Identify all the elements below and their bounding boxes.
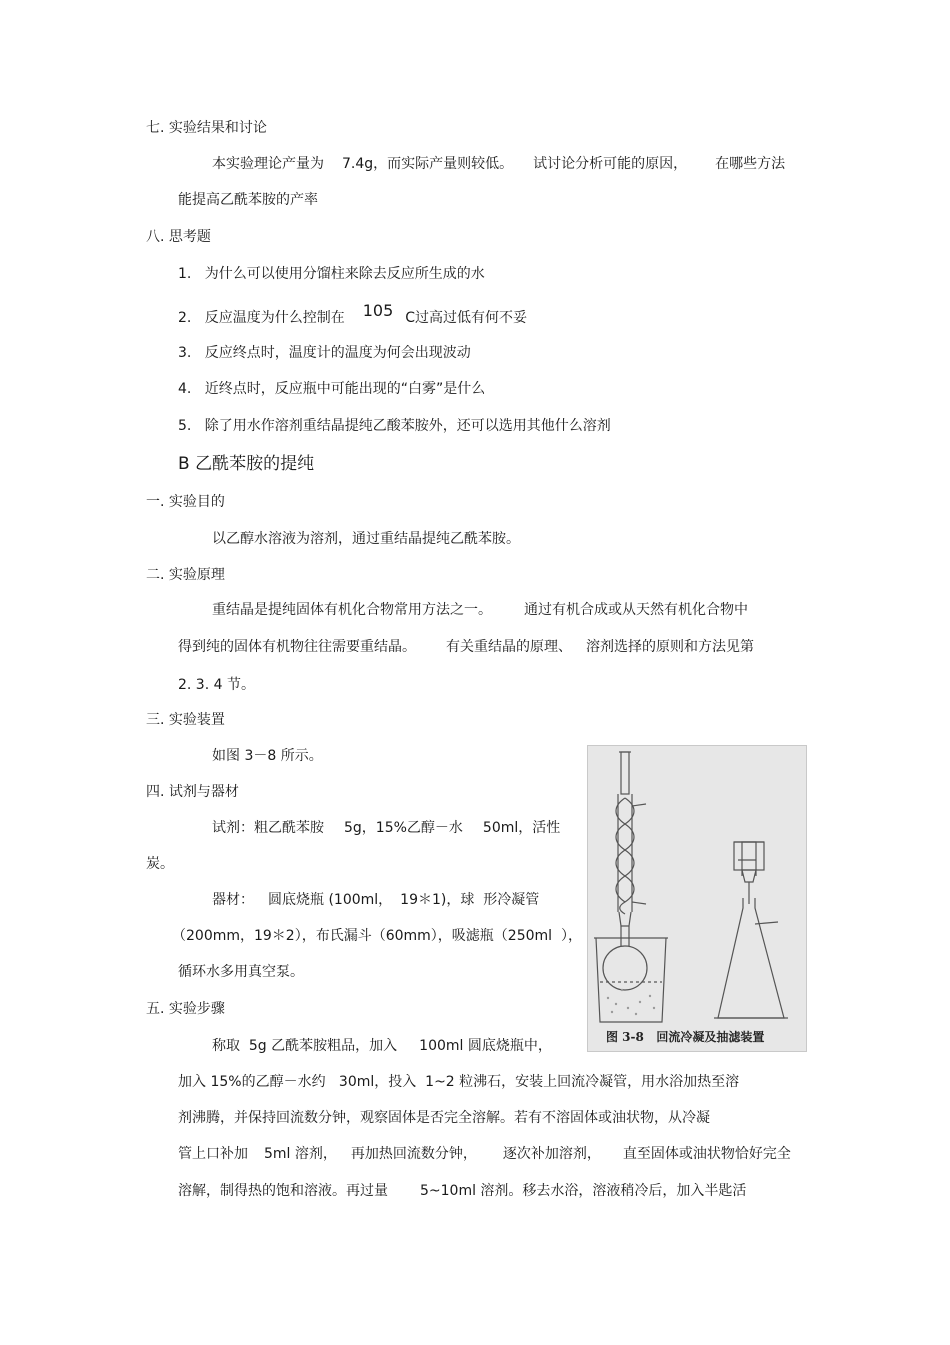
- apparatus-drawing: [588, 746, 806, 1051]
- text-fragment: 19＊1)，球 形冷凝管: [400, 892, 540, 908]
- condenser-jacket: [618, 794, 632, 912]
- text-fragment: 溶剂选择的原则和方法见第: [586, 639, 754, 655]
- text-fragment: 本实验理论产量为: [212, 156, 324, 172]
- text-fragment: 有关重结晶的原理、: [446, 639, 572, 655]
- text-fragment: 管上口补加: [178, 1146, 248, 1162]
- b2-line3: 2. 3. 4 节。: [178, 677, 255, 693]
- b4-reagent-line1: [212, 819, 560, 837]
- section7-paragraph-line2: 能提高乙酰苯胺的产率: [178, 192, 318, 208]
- question-5: 5. 除了用水作溶剂重结晶提纯乙酸苯胺外，还可以选用其他什么溶剂: [178, 418, 611, 434]
- text-fragment: 直至固体或油状物恰好完全: [622, 1146, 791, 1162]
- b5-line2: 加入 15%的乙醇－水约 30ml，投入 1~2 粒沸石，安装上回流冷凝管，用水浴加热至溶: [178, 1074, 740, 1090]
- b2-heading: 二. 实验原理: [146, 567, 225, 583]
- suction-flask: [718, 898, 784, 1018]
- text-fragment: 重结晶是提纯固体有机化合物常用方法之一。: [212, 602, 492, 618]
- text-fragment: 试讨论分析可能的原因，: [533, 156, 688, 172]
- text-fragment: 在哪些方法: [715, 156, 786, 172]
- text-fragment: 通过有机合成或从天然有机化合物中: [524, 602, 748, 618]
- b4-heading: 四. 试剂与器材: [146, 784, 239, 800]
- part-b-title: B 乙酰苯胺的提纯: [178, 454, 315, 474]
- section7-heading: 七. 实验结果和讨论: [146, 120, 267, 136]
- text-fragment: 50ml，活性: [482, 820, 561, 836]
- text-fragment: 100ml 圆底烧瓶中，: [419, 1038, 552, 1054]
- question-3: 3. 反应终点时，温度计的温度为何会出现波动: [178, 345, 471, 361]
- text-fragment: 逐次补加溶剂，: [502, 1146, 601, 1162]
- b3-text: 如图 3－8 所示。: [212, 748, 323, 764]
- text-fragment: 称取 5g 乙酰苯胺粗品，加入: [212, 1038, 398, 1054]
- text-fragment: 5g，15%乙醇－水: [344, 820, 463, 836]
- text-fragment: 2. 反应温度为什么控制在: [178, 310, 345, 326]
- b5-line3: 剂沸腾，并保持回流数分钟，观察固体是否完全溶解。若有不溶固体或油状物，从冷凝: [178, 1110, 710, 1126]
- b1-text: 以乙醇水溶液为溶剂，通过重结晶提纯乙酰苯胺。: [212, 531, 520, 547]
- b4-reagent-line2: 炭。: [146, 856, 174, 872]
- b2-line2: [178, 638, 754, 656]
- text-fragment: 溶解，制得热的饱和溶液。再过量: [178, 1183, 388, 1199]
- b3-heading: 三. 实验装置: [146, 712, 225, 728]
- temperature-value: 105: [362, 301, 394, 320]
- question-1: 1. 为什么可以使用分馏柱来除去反应所生成的水: [178, 266, 485, 282]
- buchner-funnel: [734, 842, 764, 870]
- text-fragment: 7.4g，而实际产量则较低。: [342, 156, 514, 172]
- question-4: 4. 近终点时，反应瓶中可能出现的“白雾”是什么: [178, 381, 486, 397]
- b4-equip-line3: 循环水多用真空泵。: [178, 964, 304, 980]
- figure-caption: 图 3-8 回流冷凝及抽滤装置: [606, 1030, 765, 1044]
- b4-equip-line1: [212, 891, 539, 909]
- b5-line1: [212, 1037, 552, 1055]
- condenser-top-tube: [621, 752, 629, 794]
- text-fragment: 得到纯的固体有机物往往需要重结晶。: [178, 639, 416, 655]
- b5-line4: [178, 1145, 791, 1163]
- text-fragment: C过高过低有何不妥: [405, 310, 528, 326]
- section7-paragraph-line1: [212, 155, 785, 173]
- text-fragment: 5ml 溶剂，: [264, 1146, 337, 1162]
- text-fragment: 圆底烧瓶 (100ml，: [268, 892, 393, 908]
- b5-heading: 五. 实验步骤: [146, 1001, 225, 1017]
- apparatus-figure: [587, 745, 807, 1052]
- text-fragment: 试剂：粗乙酰苯胺: [212, 820, 324, 836]
- text-fragment: 器材：: [212, 892, 254, 908]
- b5-line5: [178, 1182, 746, 1200]
- round-bottom-flask: [603, 946, 647, 990]
- text-fragment: 5~10ml 溶剂。移去水浴，溶液稍冷后，加入半匙活: [420, 1183, 747, 1199]
- question-2: [178, 301, 528, 327]
- text-fragment: 再加热回流数分钟，: [350, 1146, 477, 1162]
- section8-heading: 八. 思考题: [146, 229, 211, 245]
- b1-heading: 一. 实验目的: [146, 494, 225, 510]
- b4-equip-line2: （200mm，19＊2），布氏漏斗（60mm），吸滤瓶（250ml ），: [172, 928, 582, 944]
- b2-line1: [212, 601, 748, 619]
